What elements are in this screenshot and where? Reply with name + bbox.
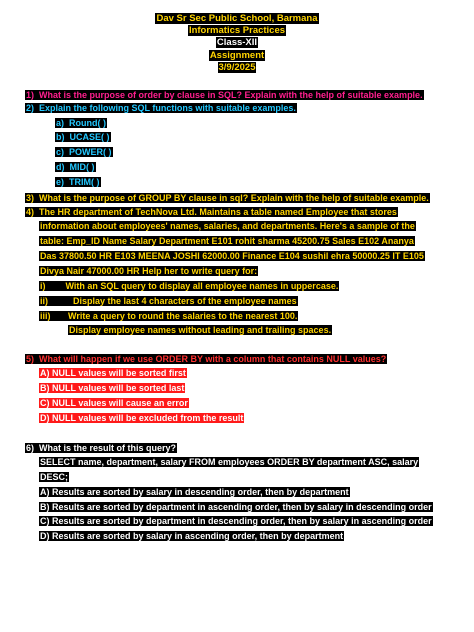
question-4-line-3: table: Emp_ID Name Salary Department E101 rohit sharma 45200.75 Sales E102 Ananya (40, 236, 414, 246)
q5-option-c: C) NULL values will cause an error (40, 398, 188, 408)
question-1: 1) What is the purpose of order by clause in SQL? Explain with the help of suitable example. (26, 90, 423, 100)
question-3: 3) What is the purpose of GROUP BY clause in sql? Explain with the help of suitable example. (26, 193, 429, 203)
subject-name: Informatics Practices (188, 25, 286, 36)
q4-part-iii: iii) Write a query to round the salaries to the nearest 100. (40, 311, 298, 321)
question-4-line-5: Divya Nair 47000.00 HR Help her to write query for: (40, 266, 258, 276)
q6-option-b: B) Results are sorted by department in ascending order, then by salary in descending order (40, 502, 432, 512)
q2-item-b: b) UCASE( ) (56, 132, 110, 142)
q2-item-d: d) MID( ) (56, 162, 95, 172)
q4-part-ii: ii) Display the last 4 characters of the employee names (40, 296, 297, 306)
question-6: 6) What is the result of this query? (26, 443, 177, 453)
q6-option-d: D) Results are sorted by salary in ascending order, then by department (40, 531, 344, 541)
question-4-line-4: Das 37800.50 HR E103 MEENA JOSHI 62000.00 Finance E104 sushil ehra 50000.25 IT E105 (40, 251, 424, 261)
q2-item-c: c) POWER( ) (56, 147, 112, 157)
class-label: Class-XII (216, 37, 258, 48)
q2-item-e: e) TRIM( ) (56, 177, 100, 187)
q2-item-a: a) Round( ) (56, 118, 106, 128)
question-4-line-2: information about employees' names, salaries, and departments. Here's a sample of the (40, 221, 415, 231)
q4-part-iv: Display employee names without leading and trailing spaces. (69, 325, 332, 335)
assignment-title: Assignment (209, 50, 265, 61)
q4-part-i: i) With an SQL query to display all employee names in uppercase. (40, 281, 339, 291)
q6-query-line-2: DESC; (40, 472, 69, 482)
school-name: Dav Sr Sec Public School, Barmana (156, 13, 318, 24)
question-2: 2) Explain the following SQL functions with suitable examples. (26, 103, 296, 113)
assignment-date: 3/9/2025 (218, 62, 256, 73)
q6-option-a: A) Results are sorted by salary in descending order, then by department (40, 487, 349, 497)
q6-query-line-1: SELECT name, department, salary FROM employees ORDER BY department ASC, salary (40, 457, 419, 467)
q5-option-b: B) NULL values will be sorted last (40, 383, 185, 393)
question-4-line-1: 4) The HR department of TechNova Ltd. Maintains a table named Employee that stores (26, 207, 397, 217)
q5-option-d: D) NULL values will be excluded from the result (40, 413, 244, 423)
question-5: 5) What will happen if we use ORDER BY with a column that contains NULL values? (26, 354, 387, 364)
q5-option-a: A) NULL values will be sorted first (40, 368, 186, 378)
q6-option-c: C) Results are sorted by department in descending order, then by salary in ascending order (40, 516, 432, 526)
